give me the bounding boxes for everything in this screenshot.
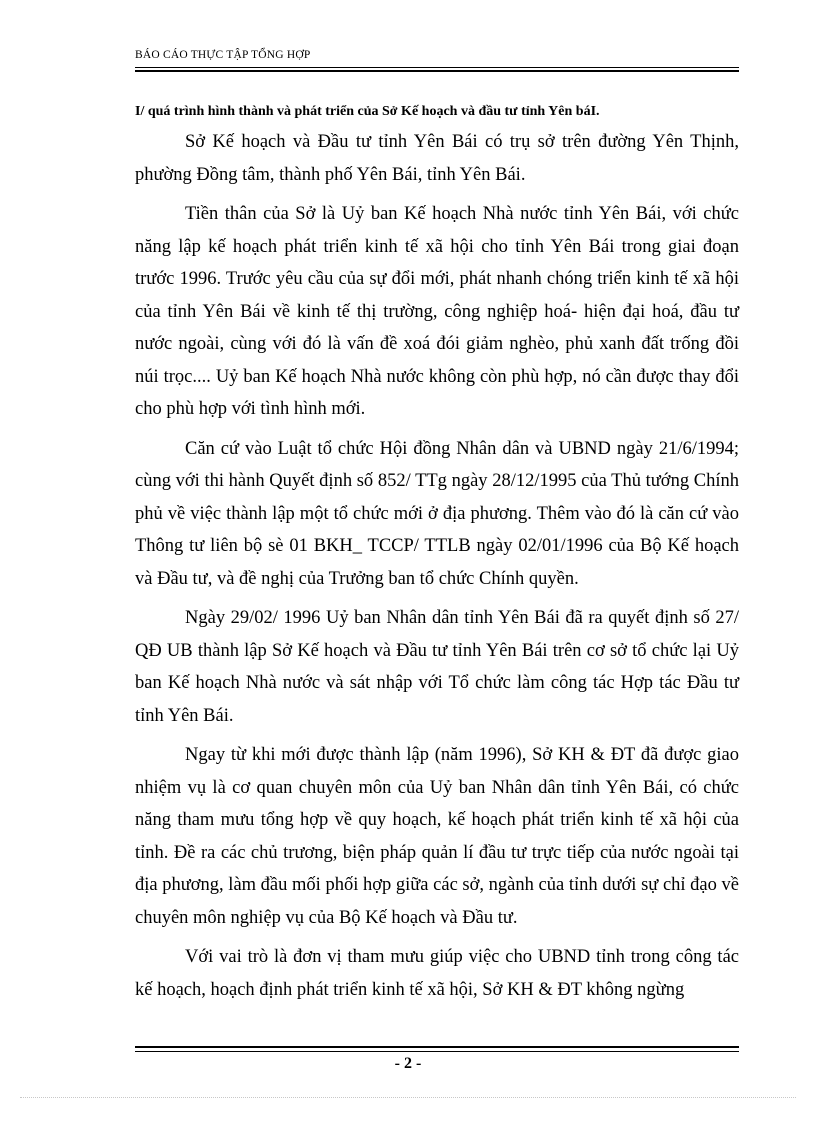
footer-rule-thin	[135, 1051, 739, 1052]
document-body	[135, 100, 739, 1013]
page-number: - 2 -	[394, 1055, 422, 1072]
paragraph-6: Với vai trò là đơn vị tham mưu giúp việc cho UBND tỉnh trong công tác kế hoạch, hoạch định phát triển kinh tế xã hội, Sở KH & ĐT không ngừng	[135, 947, 739, 1000]
paragraph-2: Tiền thân của Sở là Uỷ ban Kế hoạch Nhà nước tỉnh Yên Bái, với chức năng lập kế hoạch phát triển kinh tế xã hội cho tỉnh Yên Bái trong giai đoạn trước 1996. Trước yêu cầu của sự đổi mới, phát nhanh chóng triển kinh tế xã hội của tỉnh Yên Bái về kinh tế thị trường, công nghiệp hoá- hiện đại hoá, đầu tư nước ngoài, cùng với đó là vấn đề xoá đói giảm nghèo, phủ xanh đất trống đồi núi trọc.... Uỷ ban Kế hoạch Nhà nước không còn phù hợp, nó cần được thay đổi cho phù hợp với tình hình mới.	[135, 204, 739, 419]
section-heading: I/ quá trình hình thành và phát triển của Sở Kế hoạch và đầu tư tỉnh Yên báI.	[135, 104, 600, 119]
footer-rule-thick	[135, 1046, 739, 1048]
header-rule-thin	[135, 67, 739, 68]
header-title: BÁO CÁO THỰC TẬP TỔNG HỢP	[135, 49, 311, 61]
paragraph-3: Căn cứ vào Luật tổ chức Hội đồng Nhân dân và UBND ngày 21/6/1994; cùng với thi hành Quyết định số 852/ TTg ngày 28/12/1995 của Thủ tướng Chính phủ về việc thành lập một tổ chức mới ở địa phương. Thêm vào đó là căn cứ vào Thông tư liên bộ sè 01 BKH_ TCCP/ TTLB ngày 02/01/1996 của Bộ Kế hoạch và Đầu tư, và đề nghị của Trưởng ban tổ chức Chính quyền.	[135, 438, 739, 589]
paragraph-5: Ngay từ khi mới được thành lập (năm 1996), Sở KH & ĐT đã được giao nhiệm vụ là cơ quan chuyên môn của Uỷ ban Nhân dân tỉnh Yên Bái, có chức năng tham mưu tổng hợp về quy hoạch, kế hoạch phát triển kinh tế xã hội của tỉnh. Đề ra các chủ trương, biện pháp quản lí đầu tư trực tiếp của nước ngoài tại địa phương, làm đầu mối phối hợp giữa các sở, ngành của tỉnh dưới sự chỉ đạo về chuyên môn nghiệp vụ của Bộ Kế hoạch và Đầu tư.	[135, 745, 739, 928]
paragraph-1: Sở Kế hoạch và Đầu tư tỉnh Yên Bái có trụ sở trên đường Yên Thịnh, phường Đồng tâm, thành phố Yên Bái, tỉnh Yên Bái.	[135, 132, 739, 185]
paragraph-4: Ngày 29/02/ 1996 Uỷ ban Nhân dân tỉnh Yên Bái đã ra quyết định số 27/ QĐ UB thành lập Sở Kế hoạch và Đầu tư tỉnh Yên Bái trên cơ sở tổ chức lại Uỷ ban Kế hoạch Nhà nước và sát nhập với Tổ chức làm công tác Hợp tác Đầu tư tỉnh Yên Bái.	[135, 608, 739, 726]
header-rule-thick	[135, 70, 739, 72]
page-edge-divider	[20, 1097, 796, 1098]
